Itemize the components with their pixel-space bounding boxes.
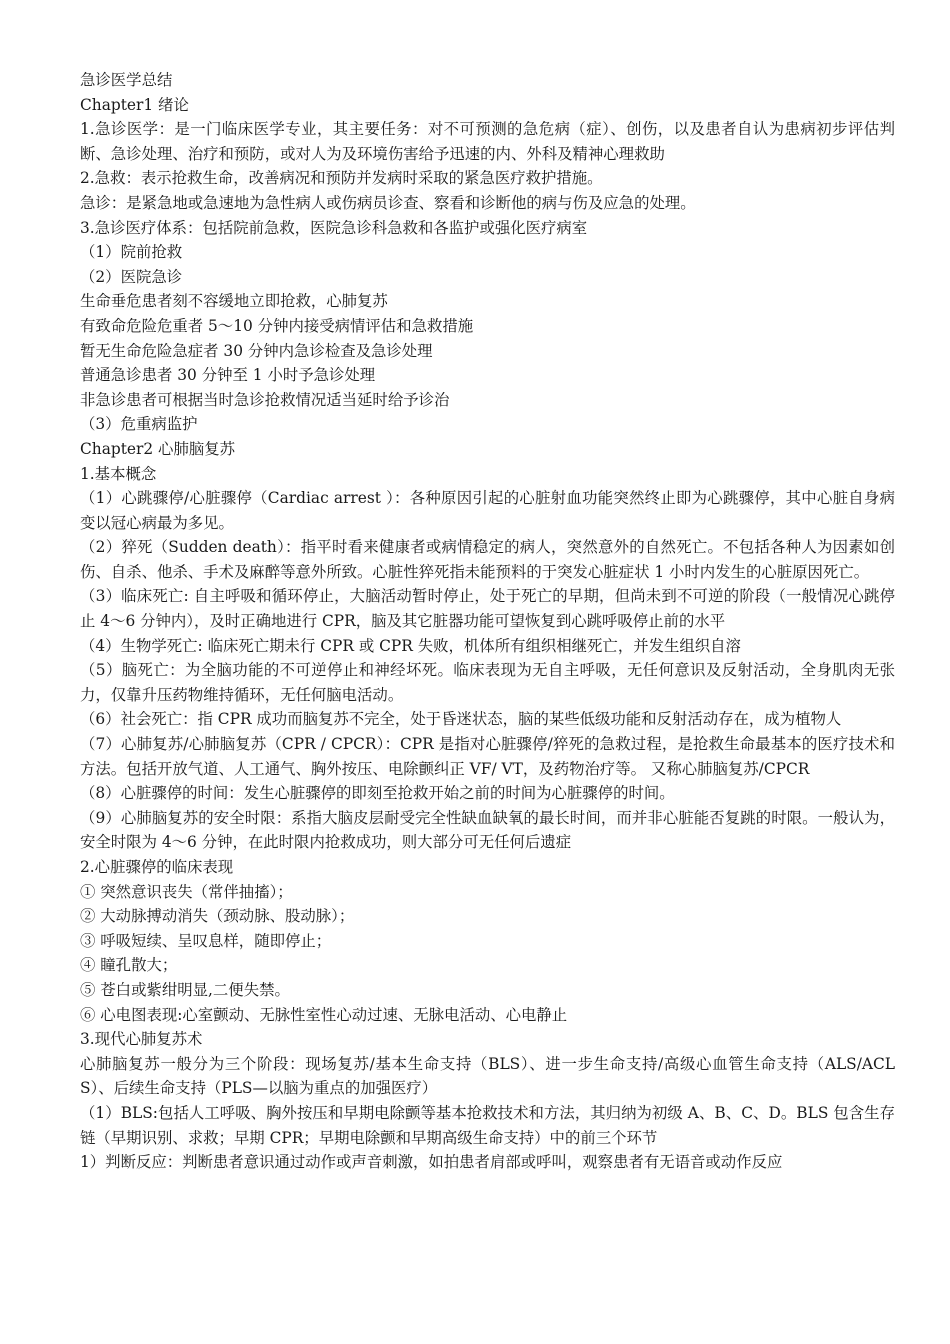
paragraph: ① 突然意识丧失（常伴抽搐）；: [80, 882, 293, 901]
paragraph: 3.现代心肺复苏术: [80, 1030, 203, 1049]
paragraph: 心肺脑复苏一般分为三个阶段：现场复苏/基本生命支持（BLS）、进一步生命支持/高级心血管生命支持（ALS/ACLS）、后续生命支持（PLS—以脑为重点的加强医疗）: [80, 1054, 895, 1098]
paragraph: （7）心肺复苏/心肺脑复苏（CPR / CPCR）：CPR 是指对心脏骤停/猝死的急救过程，是抢救生命最基本的医疗技术和方法。包括开放气道、人工通气、胸外按压、电除颤纠正 VF/ VT，及药物治疗等。 又称心肺脑复苏/CPCR: [80, 735, 895, 778]
paragraph: （4）生物学死亡: 临床死亡期未行 CPR 或 CPR 失败，机体所有组织相继死亡，并发生组织自溶: [80, 636, 741, 655]
paragraph: ③ 呼吸短续、呈叹息样，随即停止；: [80, 931, 332, 950]
paragraph: （9）心肺脑复苏的安全时限：系指大脑皮层耐受完全性缺血缺氧的最长时间，而并非心脏能否复跳的时限。一般认为，安全时限为 4～6 分钟，在此时限内抢救成功，则大部分可无任何后遗症: [80, 808, 895, 852]
paragraph: （2）猝死（Sudden death）：指平时看来健康者或病情稳定的病人，突然意外的自然死亡。不包括各种人为因素如创伤、自杀、他杀、手术及麻醉等意外所致。心脏性猝死指未能预料的于突发心脏症状 1 小时内发生的心脏原因死亡。: [80, 538, 895, 581]
paragraph: 生命垂危患者刻不容缓地立即抢救，心肺复苏: [80, 292, 388, 311]
paragraph: Chapter1 绪论: [80, 95, 189, 114]
paragraph: 非急诊患者可根据当时急诊抢救情况适当延时给予诊治: [80, 390, 450, 409]
paragraph: ④ 瞳孔散大；: [80, 956, 178, 975]
paragraph: ② 大动脉搏动消失（颈动脉、股动脉）；: [80, 907, 355, 926]
paragraph: ⑤ 苍白或紫绀明显,二便失禁。: [80, 980, 290, 999]
document-title: 急诊医学总结: [80, 71, 173, 89]
paragraph: 2.急救：表示抢救生命，改善病况和预防并发病时采取的紧急医疗救护措施。: [80, 169, 603, 188]
paragraph: （2）医院急诊: [80, 267, 183, 286]
paragraph: （1）BLS:包括人工呼吸、胸外按压和早期电除颤等基本抢救技术和方法，其归纳为初级 A、B、C、D。BLS 包含生存链（早期识别、求救；早期 CPR；早期电除颤和早期高级生命支持）中的前三个环节: [80, 1103, 895, 1147]
paragraph: （3）临床死亡: 自主呼吸和循环停止，大脑活动暂时停止，处于死亡的早期，但尚未到不可逆的阶段（一般情况心跳停止 4～6 分钟内），及时正确地进行 CPR，脑及其它脏器功能可望恢复到心跳呼吸停止前的水平: [80, 587, 895, 631]
paragraph: 暂无生命危险急症者 30 分钟内急诊检查及急诊处理: [80, 341, 433, 360]
paragraph: 普通急诊患者 30 分钟至 1 小时予急诊处理: [80, 366, 376, 385]
paragraph: Chapter2 心肺脑复苏: [80, 439, 236, 458]
paragraph: ⑥ 心电图表现:心室颤动、无脉性室性心动过速、无脉电活动、心电静止: [80, 1005, 568, 1024]
document-body: [80, 93, 895, 1175]
paragraph: 3.急诊医疗体系：包括院前急救，医院急诊科急救和各监护或强化医疗病室: [80, 218, 588, 237]
paragraph: （1）心跳骤停/心脏骤停（Cardiac arrest ）：各种原因引起的心脏射血功能突然终止即为心跳骤停，其中心脏自身病变以冠心病最为多见。: [80, 489, 895, 532]
paragraph: （6）社会死亡：指 CPR 成功而脑复苏不完全，处于昏迷状态，脑的某些低级功能和反射活动存在，成为植物人: [80, 710, 842, 729]
paragraph: （8）心脏骤停的时间：发生心脏骤停的即刻至抢救开始之前的时间为心脏骤停的时间。: [80, 784, 675, 803]
paragraph: 1）判断反应：判断患者意识通过动作或声音刺激，如拍患者肩部或呼叫，观察患者有无语音或动作反应: [80, 1153, 783, 1172]
paragraph: 急诊：是紧急地或急速地为急性病人或伤病员诊查、察看和诊断他的病与伤及应急的处理。: [80, 193, 696, 212]
document-page: [80, 68, 895, 1175]
paragraph: （5）脑死亡：为全脑功能的不可逆停止和神经坏死。临床表现为无自主呼吸，无任何意识及反射活动，全身肌肉无张力，仅靠升压药物维持循环，无任何脑电活动。: [80, 661, 895, 704]
paragraph: 1.基本概念: [80, 464, 157, 483]
paragraph: 2.心脏骤停的临床表现: [80, 858, 234, 876]
paragraph: 有致命危险危重者 5～10 分钟内接受病情评估和急救措施: [80, 316, 474, 335]
paragraph: （3）危重病监护: [80, 415, 198, 434]
paragraph: 1.急诊医学：是一门临床医学专业，其主要任务：对不可预测的急危病（症）、创伤，以及患者自认为患病初步评估判断、急诊处理、治疗和预防，或对人为及环境伤害给予迅速的内、外科及精神心理救助: [80, 120, 895, 163]
paragraph: （1）院前抢救: [80, 243, 183, 262]
